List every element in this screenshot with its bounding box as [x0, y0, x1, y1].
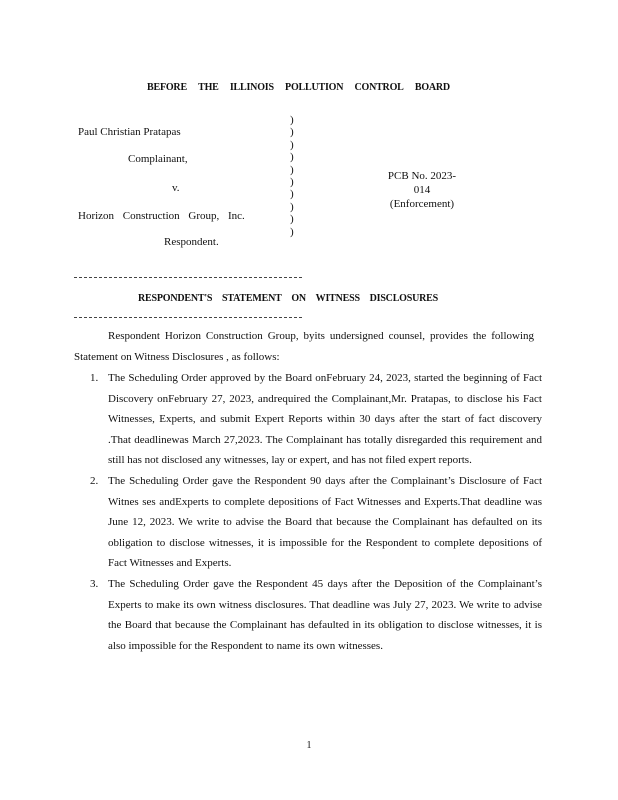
- list-item: [74, 471, 542, 574]
- case-type: (Enforcement): [389, 198, 455, 210]
- item-number: 2.: [90, 474, 99, 487]
- versus-label: v.: [172, 182, 180, 194]
- divider-bottom: [74, 317, 302, 318]
- title-word: THE: [198, 82, 219, 93]
- case-number: PCB No. 2023-014: [387, 170, 457, 196]
- title-word: CONTROL: [354, 82, 404, 93]
- complainant-role: Complainant,: [128, 153, 188, 165]
- document-title: [147, 82, 450, 93]
- caption-parentheses: ) ) ) ) ) ) ) ) ) ): [290, 114, 294, 238]
- title-word: ILLINOIS: [229, 82, 274, 93]
- statement-heading: [138, 293, 438, 304]
- title-word: POLLUTION: [285, 82, 344, 93]
- heading-word: ON: [291, 293, 306, 304]
- divider-top: [74, 277, 302, 278]
- list-item: [74, 368, 542, 471]
- item-text: The Scheduling Order gave the Respondent 90 days after the Complainant’s Disclosure of Fact Witnes ses andExperts to complete depositions of Fact Witnesses and Experts.That deadline was June 12, 2023. We write to advise the Board that because the Complainant has defaulted on its obligation to disclose witnesses, it is impossible for the Respondent to complete depositions of Fact Witnesses and Experts.: [108, 474, 542, 570]
- intro-paragraph: Respondent Horizon Construction Group, byits undersigned counsel, provides the following Statement on Witness Disclosures , as follows:: [74, 330, 534, 363]
- title-word: BEFORE: [147, 82, 187, 93]
- item-number: 3.: [90, 577, 99, 590]
- heading-word: DISCLOSURES: [369, 293, 438, 304]
- complainant-name: Paul Christian Pratapas: [78, 126, 181, 138]
- case-number-block: [380, 169, 464, 211]
- heading-word: WITNESS: [315, 293, 360, 304]
- heading-word: STATEMENT: [222, 293, 282, 304]
- item-number: 1.: [90, 372, 99, 384]
- item-text: The Scheduling Order gave the Respondent 45 days after the Deposition of the Complainant’s Experts to make its own witness disclosures. That deadline was July 27, 2023. We write to advise the Board that because the Complainant has defaulted in its obligation to disclose witnesses, it is also impossible for the Respondent to name its own witnesses.: [108, 577, 542, 652]
- numbered-list: [74, 368, 542, 656]
- page-number: 1: [306, 740, 312, 751]
- respondent-name: Horizon Construction Group, Inc.: [78, 210, 245, 222]
- item-text: The Scheduling Order approved by the Board onFebruary 24, 2023, started the beginning of Fact Discovery onFebruary 27, 2023, andrequired the Complainant,Mr. Pratapas, to disclose his Fact Witnesses, Experts, and submit Expert Reports within 30 days after the start of fact discovery .That deadlinewas March 27,2023. The Complainant has totally disregarded this requirement and still has not disclosed any witnesses, lay or expert, and has not filed expert reports.: [108, 372, 542, 467]
- list-item: [74, 574, 542, 656]
- respondent-role: Respondent.: [164, 236, 219, 248]
- heading-word: RESPONDENT'S: [138, 293, 213, 304]
- title-word: BOARD: [414, 82, 450, 93]
